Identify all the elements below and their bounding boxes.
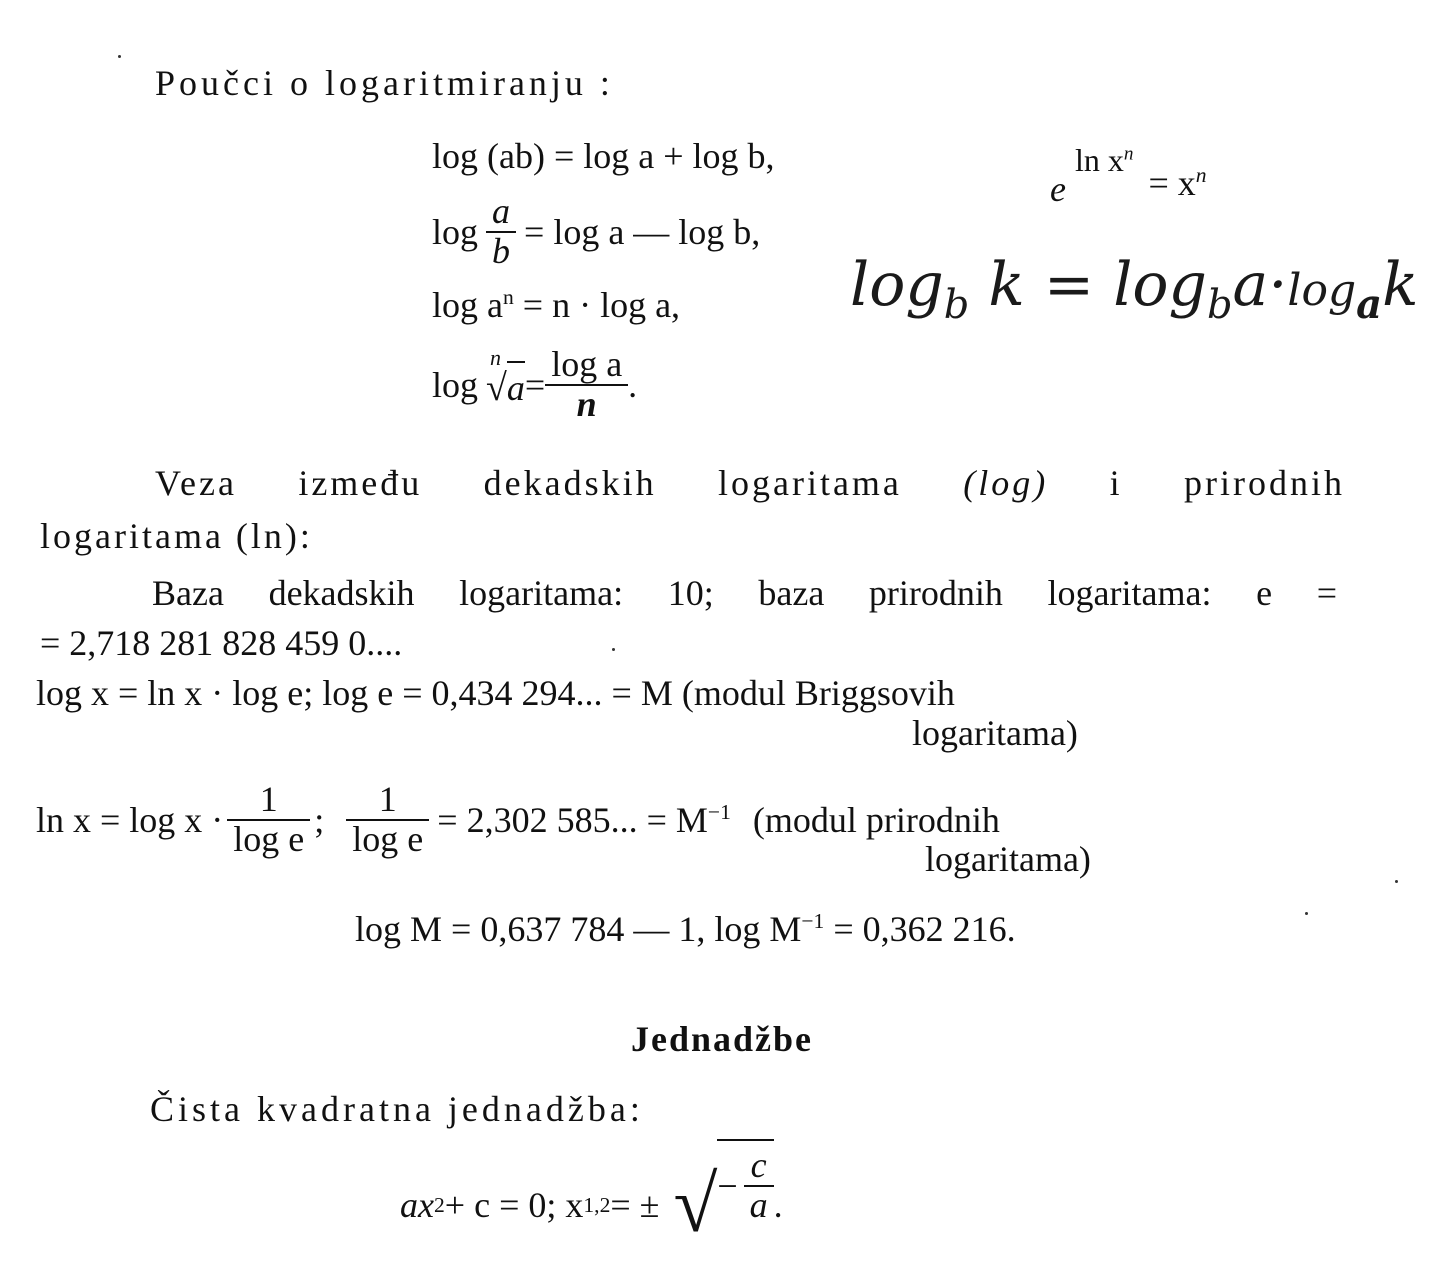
veza-word-2: između (298, 463, 423, 503)
fraction-numerator: c (744, 1147, 774, 1187)
fraction-denominator: a (749, 1185, 768, 1225)
fraction-loga-over-n (545, 346, 628, 424)
logM-b: = 0,362 216. (824, 909, 1016, 949)
hand-sub-1: b (943, 282, 970, 328)
fraction-numerator: log a (545, 346, 628, 386)
formula-log-power-exp: n (502, 285, 514, 309)
heading-poucci: Poučci o logaritmiranju : (155, 63, 614, 103)
formula-log-power-b: = n · log a, (513, 285, 681, 325)
radical-sign: √ (673, 1161, 718, 1249)
fraction-denominator: b (492, 231, 511, 271)
fraction-denominator: n (576, 384, 597, 424)
veza-line-1 (155, 462, 1345, 504)
ln-line-sep: ; (314, 800, 325, 840)
hand-k-2: k (1382, 250, 1419, 320)
veza-word-7: prirodnih (1183, 463, 1345, 503)
cista-heading: Čista kvadratna jednadžba: (150, 1089, 644, 1129)
formula-log-root-eq: = (524, 365, 546, 405)
veza-word-5: (log) (963, 463, 1049, 503)
logM-line (355, 908, 1016, 950)
veza-word-6: i (1109, 463, 1123, 503)
ln-line-right: = 2,302 585... = $M^{-1}$ (437, 800, 731, 840)
fraction-1-over-loge-a (227, 781, 310, 859)
logM-sup: −1 (801, 909, 825, 933)
quad-mid: + c = 0; x (444, 1185, 584, 1225)
root-expression (486, 344, 525, 410)
hand-k-1: k (988, 250, 1025, 320)
hand-sub-3: a (1356, 281, 1383, 328)
formula-log-root-end: . (628, 365, 638, 405)
hand-eq: = (1024, 250, 1114, 320)
handwritten-change-of-base (850, 250, 1418, 328)
formula-log-root (432, 340, 637, 430)
formula-log-quotient-left: log (432, 212, 479, 252)
ln-line-note: (modul prirodnih (752, 800, 1000, 840)
fraction-1-over-loge-b (346, 781, 429, 859)
fraction-a-over-b (486, 193, 516, 271)
veza-word-1: Veza (155, 463, 237, 503)
exp-rhs: = $x^n$ (1148, 163, 1207, 203)
scan-speck (612, 648, 615, 651)
radicand: a (507, 361, 525, 409)
hand-dot: · (1268, 250, 1288, 320)
radical-sign: √ (486, 366, 507, 409)
quad-end: . (773, 1185, 783, 1225)
baza-line-1: Baza dekadskih logaritama: 10; baza prirodnih logaritama: e = (152, 573, 1337, 613)
log-e-line-cont: logaritama) (912, 713, 1078, 753)
ln-line-note-cont: logaritama) (925, 839, 1091, 879)
hand-log-2: log (1113, 250, 1207, 320)
quad-sub: 1,2 (583, 1192, 611, 1217)
scan-speck (1305, 912, 1308, 915)
baza-line-2: = 2,718 281 828 459 0.... (40, 623, 403, 663)
quadratic-formula: ax 2 + c = 0; x 1,2 = ± √ − $\frac{c}{a}$ . (400, 1150, 783, 1260)
fraction-denominator: log e (352, 819, 424, 859)
exp-identity (1050, 140, 1207, 209)
exp-base: e (1050, 169, 1066, 209)
quad-left: ax (400, 1185, 434, 1225)
hand-a: a (1232, 250, 1269, 320)
hand-sub-2: b (1206, 282, 1233, 328)
formula-log-power-a: log a (432, 285, 503, 325)
formula-log-root-left: log (432, 365, 479, 405)
quad-eq: = ± (610, 1185, 660, 1225)
quad-minus: − (717, 1166, 738, 1206)
scan-speck (118, 55, 121, 58)
formula-log-power (432, 284, 680, 326)
scan-speck (1395, 880, 1398, 883)
root-index: n (490, 344, 502, 370)
fraction-numerator: 1 (346, 781, 429, 821)
hand-log-1: log (850, 250, 944, 320)
fraction-numerator: a (486, 193, 516, 233)
veza-word-3: dekadskih (483, 463, 657, 503)
veza-word-4: logaritama (717, 463, 902, 503)
fraction-c-over-a (744, 1147, 774, 1225)
quad-radicand (717, 1139, 773, 1225)
logM-a: log M = 0,637 784 — 1, log M (355, 909, 802, 949)
section-title-jednadzbe: Jednadžbe (630, 1019, 814, 1059)
ln-line (36, 772, 1000, 868)
fraction-numerator: 1 (227, 781, 310, 821)
fraction-denominator: log e (233, 819, 305, 859)
ln-line-left: ln x = log x · (36, 800, 224, 840)
formula-log-product: log (ab) = log a + log b, (432, 136, 775, 176)
hand-log-3: log (1287, 265, 1357, 316)
formula-log-quotient (432, 192, 760, 272)
formula-log-quotient-right: = log a — log b, (524, 212, 761, 252)
log-e-line: log x = ln x · log e; log e = 0,434 294... = M (modul Briggsovih (36, 673, 955, 713)
exp-exponent: $\ln x^n$ (1074, 142, 1134, 178)
veza-line-2: logaritama (ln): (40, 516, 313, 556)
